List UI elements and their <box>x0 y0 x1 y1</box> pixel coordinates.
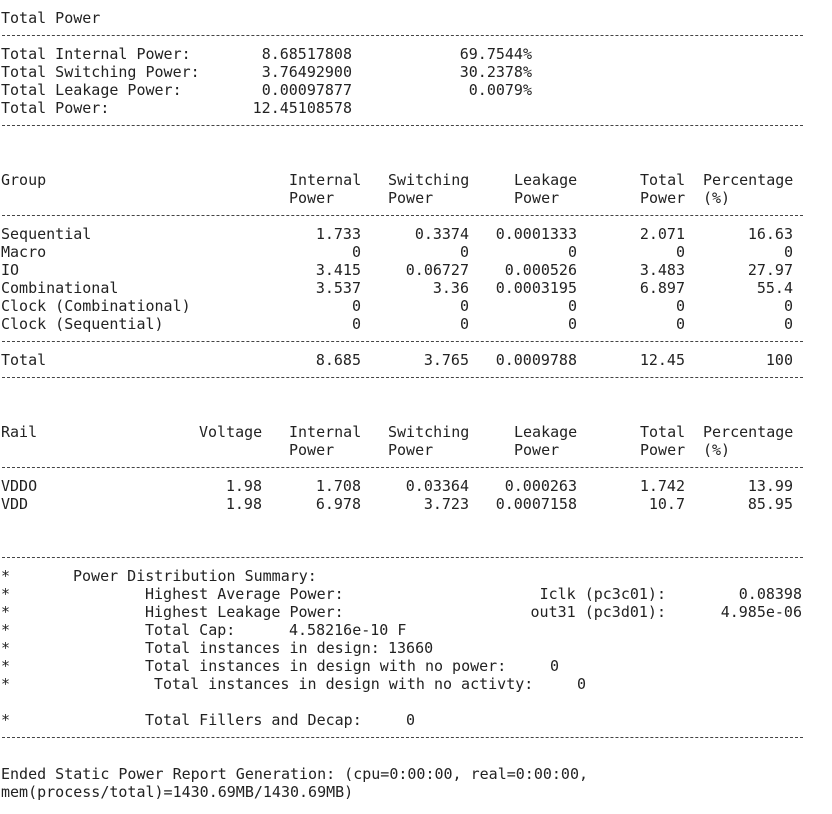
footer-line-2: mem(process/total)=1430.69MB/1430.69MB) <box>1 783 354 801</box>
percentage: 0 <box>783 315 793 333</box>
table-row <box>1 315 802 333</box>
summary-label: Total instances in design with no activty: <box>154 675 534 693</box>
summary-label: Total Cap: <box>145 621 236 639</box>
header-internal: Internal <box>289 171 362 189</box>
table-row <box>1 279 802 297</box>
switching-power: 0.03364 <box>405 477 469 495</box>
no-power-row <box>1 657 802 675</box>
summary-star: * <box>1 657 11 675</box>
summary-instance: out31 (pc3d01): <box>530 603 666 621</box>
total-internal-power-row <box>1 45 802 63</box>
switching-power: 0.06727 <box>405 261 469 279</box>
voltage: 1.98 <box>225 477 262 495</box>
summary-star: * <box>1 639 11 657</box>
summary-label: Total Fillers and Decap: <box>145 711 362 729</box>
percentage: 13.99 <box>747 477 793 495</box>
metric-percent: 0.0079% <box>468 81 532 99</box>
total-power: 2.071 <box>639 225 685 243</box>
summary-value: 0 <box>577 675 587 693</box>
summary-label: Total instances in design with no power: <box>145 657 507 675</box>
summary-value: 4.58216e-10 F <box>289 621 407 639</box>
percentage: 85.95 <box>747 495 793 513</box>
header-leakage: Power <box>514 189 560 207</box>
header-group: Group <box>1 171 47 189</box>
summary-label: Highest Leakage Power: <box>145 603 344 621</box>
switching-power: 3.723 <box>423 495 469 513</box>
summary-title: Power Distribution Summary: <box>73 567 317 585</box>
header-total: Total <box>640 423 686 441</box>
summary-label: Total instances in design: <box>145 639 380 657</box>
table-header <box>1 441 802 459</box>
header-switching: Power <box>388 441 434 459</box>
group-name: Total <box>1 351 47 369</box>
header-total: Power <box>640 189 686 207</box>
separator <box>1 729 802 747</box>
separator <box>1 27 802 45</box>
table-row <box>1 297 802 315</box>
internal-power: 3.415 <box>315 261 361 279</box>
switching-power: 3.765 <box>423 351 469 369</box>
percentage: 0 <box>783 243 793 261</box>
switching-power: 0 <box>459 243 469 261</box>
summary-star: * <box>1 621 11 639</box>
total-power: 1.742 <box>639 477 685 495</box>
total-power: 0 <box>675 315 685 333</box>
header-total: Power <box>640 441 686 459</box>
total-power: 0 <box>675 243 685 261</box>
leakage-power: 0.0003195 <box>495 279 577 297</box>
summary-star: * <box>1 675 11 693</box>
table-row <box>1 477 802 495</box>
leakage-power: 0.000263 <box>504 477 577 495</box>
leakage-power: 0 <box>567 243 577 261</box>
table-row <box>1 495 802 513</box>
no-activity-row <box>1 675 802 693</box>
metric-value: 8.68517808 <box>261 45 352 63</box>
group-name: Macro <box>1 243 47 261</box>
internal-power: 0 <box>351 315 361 333</box>
table-header <box>1 189 802 207</box>
group-name: Clock (Sequential) <box>1 315 164 333</box>
summary-value: 4.985e-06 <box>720 603 802 621</box>
summary-value: 0.08398 <box>738 585 802 603</box>
summary-title-row <box>1 567 802 585</box>
footer-line-1: Ended Static Power Report Generation: (cpu=0:00:00, real=0:00:00, <box>1 765 588 783</box>
total-power: 6.897 <box>639 279 685 297</box>
total-power-row <box>1 99 802 117</box>
group-name: IO <box>1 261 20 279</box>
leakage-power: 0 <box>567 315 577 333</box>
header-voltage: Voltage <box>199 423 263 441</box>
leakage-power: 0.0009788 <box>495 351 577 369</box>
summary-value: 13660 <box>388 639 434 657</box>
metric-label: Total Internal Power: <box>1 45 191 63</box>
metric-value: 12.45108578 <box>252 99 352 117</box>
percentage: 16.63 <box>747 225 793 243</box>
internal-power: 8.685 <box>315 351 361 369</box>
group-name: Combinational <box>1 279 119 297</box>
header-percentage: (%) <box>703 189 731 207</box>
summary-value: 0 <box>406 711 416 729</box>
internal-power: 3.537 <box>315 279 361 297</box>
summary-star: * <box>1 603 11 621</box>
header-switching: Switching <box>388 423 470 441</box>
header-internal: Power <box>289 441 335 459</box>
leakage-power: 0.0001333 <box>495 225 577 243</box>
highest-average-power-row <box>1 585 802 603</box>
summary-instance: Iclk (pc3c01): <box>539 585 666 603</box>
total-cap-row <box>1 621 802 639</box>
percentage: 0 <box>783 297 793 315</box>
header-rail: Rail <box>1 423 38 441</box>
header-total: Total <box>640 171 686 189</box>
internal-power: 6.978 <box>315 495 361 513</box>
table-row <box>1 243 802 261</box>
header-percentage: Percentage <box>703 171 794 189</box>
leakage-power: 0 <box>567 297 577 315</box>
separator <box>1 459 802 477</box>
internal-power: 1.733 <box>315 225 361 243</box>
rail-name: VDD <box>1 495 29 513</box>
header-percentage: (%) <box>703 441 731 459</box>
summary-star: * <box>1 711 11 729</box>
separator <box>1 549 802 567</box>
header-leakage: Leakage <box>514 171 578 189</box>
internal-power: 1.708 <box>315 477 361 495</box>
metric-label: Total Power: <box>1 99 110 117</box>
total-leakage-power-row <box>1 81 802 99</box>
percentage: 27.97 <box>747 261 793 279</box>
header-switching: Switching <box>388 171 470 189</box>
total-power: 3.483 <box>639 261 685 279</box>
separator <box>1 207 802 225</box>
percentage: 55.4 <box>756 279 793 297</box>
summary-star: * <box>1 567 11 585</box>
separator <box>1 333 802 351</box>
switching-power: 0 <box>459 315 469 333</box>
total-power: 0 <box>675 297 685 315</box>
total-power: 12.45 <box>639 351 685 369</box>
metric-value: 3.76492900 <box>261 63 352 81</box>
header-switching: Power <box>388 189 434 207</box>
table-total-row <box>1 351 802 369</box>
internal-power: 0 <box>351 243 361 261</box>
table-row <box>1 261 802 279</box>
switching-power: 0 <box>459 297 469 315</box>
table-header <box>1 171 802 189</box>
table-header <box>1 423 802 441</box>
rail-name: VDDO <box>1 477 38 495</box>
highest-leakage-power-row <box>1 603 802 621</box>
header-leakage: Leakage <box>514 423 578 441</box>
metric-label: Total Leakage Power: <box>1 81 182 99</box>
separator <box>1 117 802 135</box>
percentage: 100 <box>765 351 793 369</box>
voltage: 1.98 <box>225 495 262 513</box>
table-row <box>1 225 802 243</box>
metric-label: Total Switching Power: <box>1 63 200 81</box>
header-leakage: Power <box>514 441 560 459</box>
group-name: Sequential <box>1 225 92 243</box>
header-internal: Power <box>289 189 335 207</box>
leakage-power: 0.000526 <box>504 261 577 279</box>
total-instances-row <box>1 639 802 657</box>
summary-value: 0 <box>550 657 560 675</box>
separator <box>1 369 802 387</box>
total-power-title: Total Power <box>1 9 101 27</box>
metric-value: 0.00097877 <box>261 81 352 99</box>
switching-power: 0.3374 <box>414 225 469 243</box>
summary-label: Highest Average Power: <box>145 585 344 603</box>
total-switching-power-row <box>1 63 802 81</box>
switching-power: 3.36 <box>432 279 469 297</box>
internal-power: 0 <box>351 297 361 315</box>
header-percentage: Percentage <box>703 423 794 441</box>
metric-percent: 69.7544% <box>459 45 532 63</box>
summary-star: * <box>1 585 11 603</box>
total-power: 10.7 <box>648 495 685 513</box>
metric-percent: 30.2378% <box>459 63 532 81</box>
header-internal: Internal <box>289 423 362 441</box>
group-name: Clock (Combinational) <box>1 297 191 315</box>
leakage-power: 0.0007158 <box>495 495 577 513</box>
fillers-row <box>1 711 802 729</box>
